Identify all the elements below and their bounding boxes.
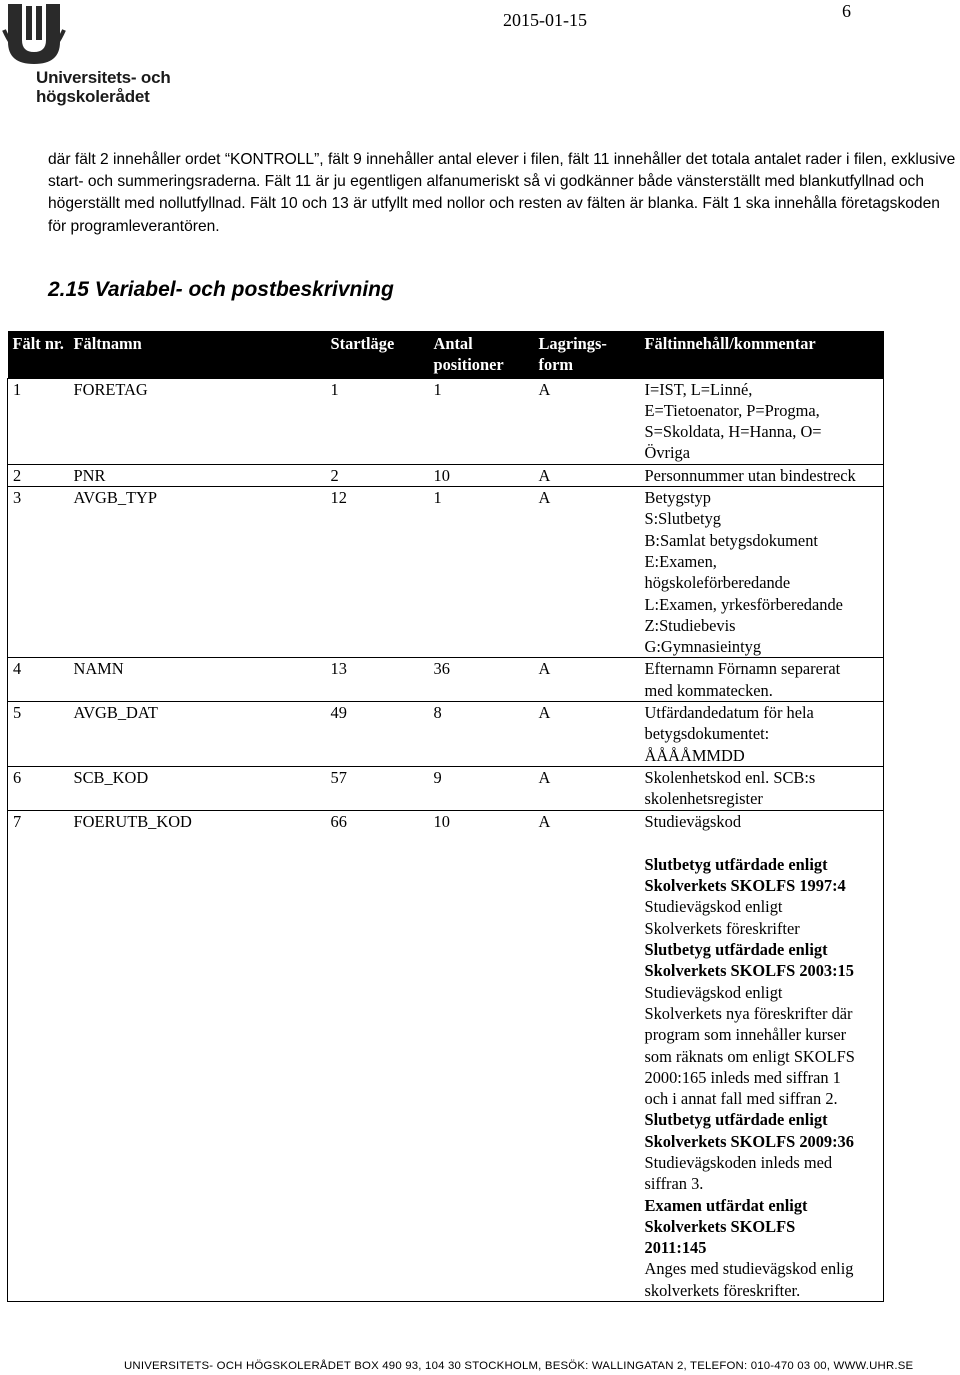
page-number: 6 [842, 1, 851, 21]
note-line: och i annat fall med siffran 2. [644, 1089, 838, 1109]
cell-start-position: 1 [330, 379, 339, 399]
comment-line: med kommatecken. [644, 680, 773, 700]
comment-line: skolenhetsregister [644, 789, 763, 809]
cell-field-name: PNR [73, 465, 106, 485]
cell-field-nr: 3 [13, 488, 22, 508]
footer-address: UNIVERSITETS- OCH HÖGSKOLERÅDET BOX 490 93, 104 30 STOCKHOLM, BESÖK: WALLINGATAN 2, TELEFON: 010-470 03 00, WWW.UHR.SE [124, 1360, 914, 1372]
cell-field-name: SCB_KOD [73, 767, 149, 787]
comment-line: högskoleförberedande [644, 573, 791, 593]
note-line: skolverkets föreskrifter. [644, 1280, 801, 1300]
cell-positions-count: 9 [433, 767, 442, 787]
header-field-name: Fältnamn [69, 331, 326, 378]
note-line: Anges med studievägskod enlig [644, 1259, 854, 1279]
note-line: Skolverkets SKOLFS [644, 1216, 796, 1236]
cell-comment [640, 702, 884, 767]
cell-field-nr: 5 [13, 703, 22, 723]
comment-line: S=Skoldata, H=Hanna, O= [644, 422, 822, 442]
note-line: Skolverkets SKOLFS 2003:15 [644, 961, 854, 981]
note-line: som räknats om enligt SKOLFS [644, 1046, 855, 1066]
cell-storage-form: A [538, 703, 551, 723]
comment-line: Z:Studiebevis [644, 615, 736, 635]
header-start-position: Startläge [326, 331, 429, 378]
comment-line: Betygstyp [644, 488, 711, 508]
comment-line: E:Examen, [644, 551, 717, 571]
note-line: Skolverkets föreskrifter [644, 918, 800, 938]
cell-field-name: NAMN [73, 659, 124, 679]
cell-storage-form: A [538, 379, 551, 399]
cell-start-position: 13 [330, 659, 347, 679]
note-line: Slutbetyg utfärdade enligt [644, 940, 828, 960]
comment-line: Studievägskod [644, 811, 742, 831]
table-row [8, 810, 884, 1302]
cell-positions-count: 1 [433, 379, 442, 399]
cell-comment [640, 378, 884, 464]
comment-line: ÅÅÅÅMMDD [644, 745, 745, 765]
logo-line-1: Universitets- och [36, 68, 171, 87]
section-heading: 2.15 Variabel- och postbeskrivning [48, 278, 394, 301]
note-line: Slutbetyg utfärdade enligt [644, 854, 828, 874]
header-comment: Fältinnehåll/kommentar [640, 331, 884, 378]
cell-field-nr: 6 [13, 767, 22, 787]
cell-comment [640, 658, 884, 702]
note-line: Examen utfärdat enligt [644, 1195, 808, 1215]
cell-positions-count: 1 [433, 488, 442, 508]
field-description-table [7, 331, 884, 1302]
cell-positions-count: 36 [433, 659, 450, 679]
cell-field-nr: 7 [13, 811, 22, 831]
table-row [8, 487, 884, 658]
logo-wordmark [36, 68, 171, 106]
cell-field-nr: 1 [13, 379, 22, 399]
note-line: Skolverkets SKOLFS 2009:36 [644, 1131, 854, 1151]
comment-line: betygsdokumentet: [644, 724, 770, 744]
comment-line: I=IST, L=Linné, [644, 379, 753, 399]
cell-positions-count: 10 [433, 465, 450, 485]
comment-line: Efternamn Förnamn separerat [644, 659, 841, 679]
table-row [8, 702, 884, 767]
cell-positions-count: 10 [433, 811, 450, 831]
cell-start-position: 49 [330, 703, 347, 723]
comment-line: Personnummer utan bindestreck [644, 465, 856, 485]
cell-comment [640, 464, 884, 486]
intro-paragraph: där fält 2 innehåller ordet “KONTROLL”, fält 9 innehåller antal elever i filen, fält 11 innehåller det totala antalet rader i filen, exklusive start- och summeringsraderna. Fält 11 är ju egentligen alfanumeriskt så vi godkänner både vänsterställt med blankutfyllnad och högerställt med nollutfyllnad. Fält 10 och 13 är utfyllt med nollor och resten av fälten är blanka. Fält 1 ska innehålla företagskoden för programleverantören. [48, 151, 956, 235]
note-line: siffran 3. [644, 1174, 704, 1194]
comment-line: S:Slutbetyg [644, 509, 722, 529]
comment-line: E=Tietoenator, P=Progma, [644, 400, 820, 420]
note-line: Studievägskod enligt [644, 982, 783, 1002]
header-field-nr: Fält nr. [8, 331, 69, 378]
table-row [8, 658, 884, 702]
note-line: Studievägskod enligt [644, 897, 783, 917]
comment-line: Skolenhetskod enl. SCB:s [644, 767, 816, 787]
cell-storage-form: A [538, 811, 551, 831]
cell-start-position: 2 [330, 465, 339, 485]
table-row [8, 766, 884, 810]
cell-comment [640, 766, 884, 810]
cell-field-nr: 4 [13, 659, 22, 679]
comment-line: B:Samlat betygsdokument [644, 530, 818, 550]
cell-start-position: 66 [330, 811, 347, 831]
cell-storage-form: A [538, 767, 551, 787]
cell-comment [640, 810, 884, 1302]
table-row [8, 378, 884, 464]
cell-start-position: 12 [330, 488, 347, 508]
cell-storage-form: A [538, 465, 551, 485]
document-date: 2015-01-15 [503, 10, 587, 30]
note-line: Studievägskoden inleds med [644, 1152, 833, 1172]
cell-field-name: AVGB_TYP [73, 488, 157, 508]
table-row [8, 464, 884, 486]
note-line: Skolverkets SKOLFS 1997:4 [644, 876, 846, 896]
header-storage-form: Lagrings-form [534, 331, 640, 378]
comment-line: G:Gymnasieintyg [644, 637, 762, 657]
table-header-row [8, 331, 884, 378]
logo-line-2: högskolerådet [36, 87, 150, 106]
cell-field-name: FORETAG [73, 379, 148, 399]
comment-notes [645, 854, 880, 1301]
cell-positions-count: 8 [433, 703, 442, 723]
comment-line: Utfärdandedatum för hela [644, 703, 814, 723]
cell-storage-form: A [538, 659, 551, 679]
cell-comment [640, 487, 884, 658]
cell-field-name: FOERUTB_KOD [73, 811, 192, 831]
cell-field-name: AVGB_DAT [73, 703, 158, 723]
table-body [8, 378, 884, 1301]
note-line: 2011:145 [644, 1238, 707, 1258]
comment-line: Övriga [644, 443, 691, 463]
note-line: program som innehåller kurser [644, 1025, 847, 1045]
header-positions-count: Antal positioner [429, 331, 534, 378]
note-line: 2000:165 inleds med siffran 1 [644, 1067, 841, 1087]
comment-line: L:Examen, yrkesförberedande [644, 594, 843, 614]
cell-storage-form: A [538, 488, 551, 508]
cell-field-nr: 2 [13, 465, 22, 485]
note-line: Skolverkets nya föreskrifter där [644, 1003, 853, 1023]
note-line: Slutbetyg utfärdade enligt [644, 1110, 828, 1130]
cell-start-position: 57 [330, 767, 347, 787]
